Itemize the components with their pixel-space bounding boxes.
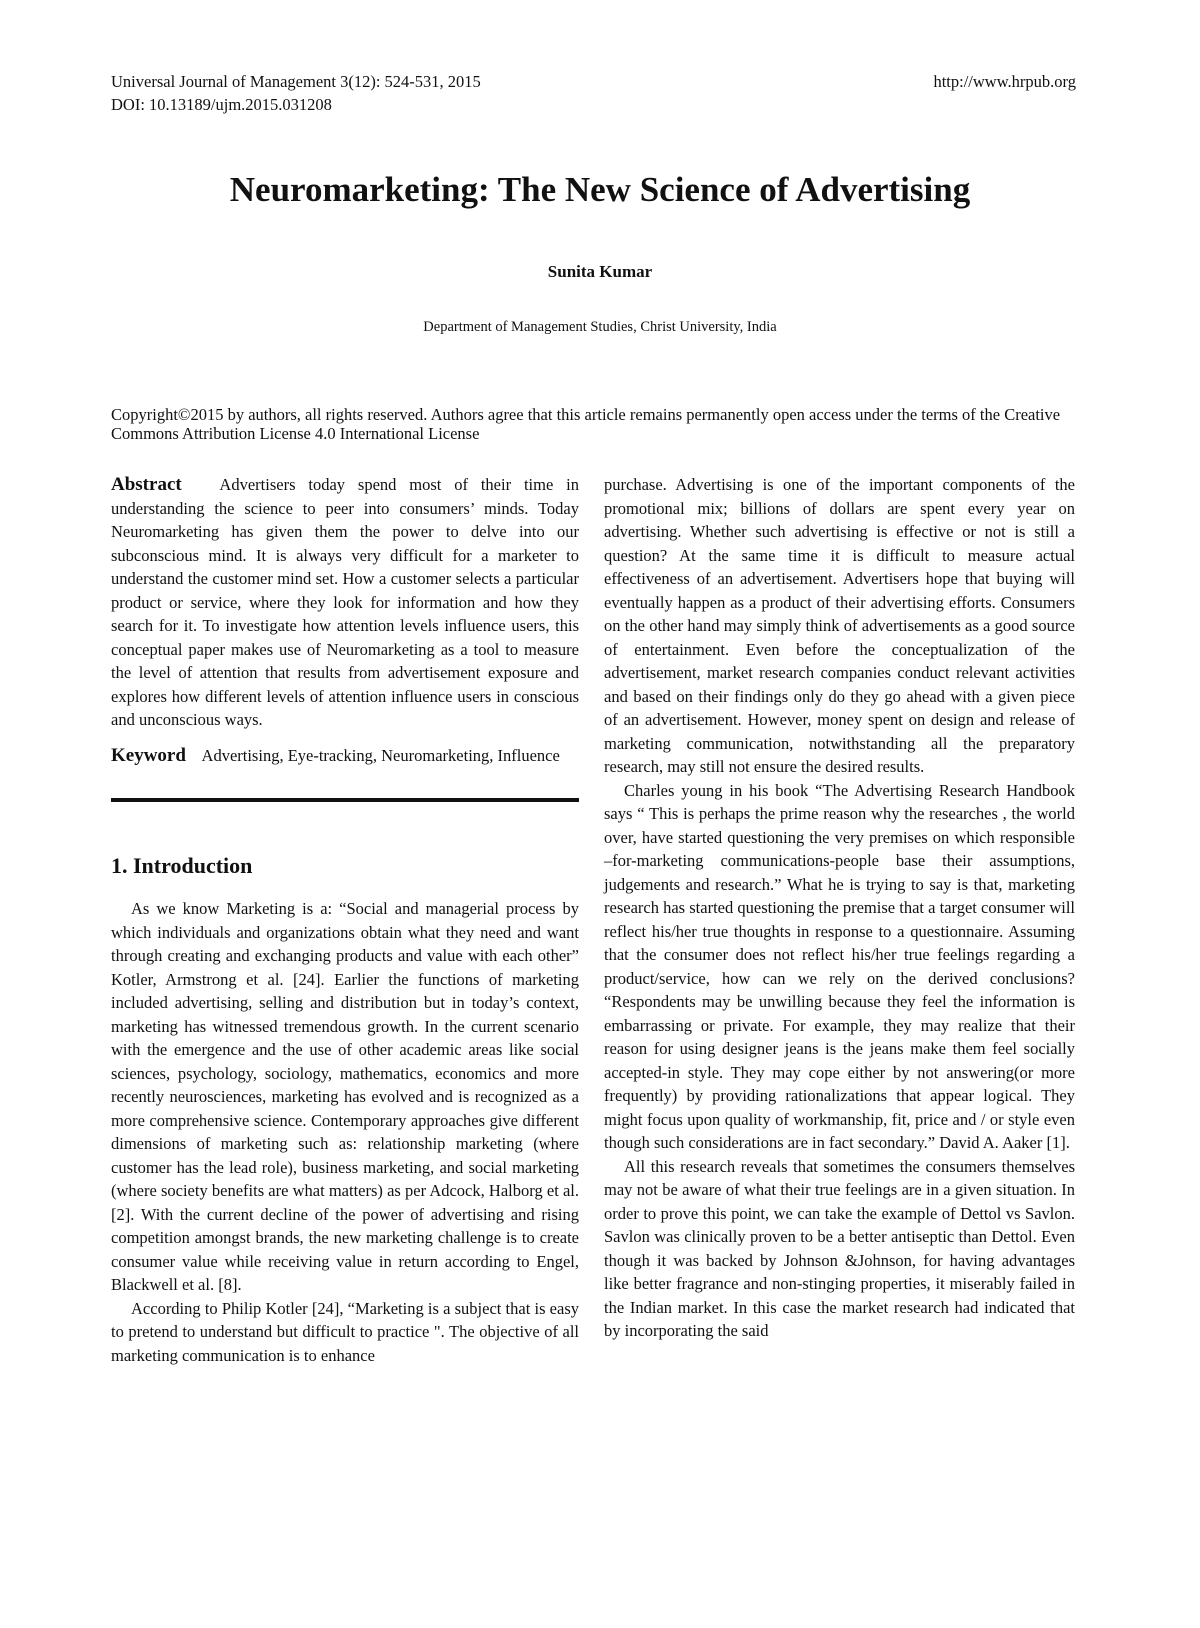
- intro-paragraph-1: As we know Marketing is a: “Social and managerial process by which individuals and organizations obtain what they need and want through creating and exchanging products and value with each other” Kotler, Armstrong et al. [24]. Earlier the functions of marketing included advertising, selling and distribution but in today’s context, marketing has witnessed tremendous growth. In the current scenario with the emergence and the use of other academic areas like social sciences, psychology, sociology, mathematics, economics and more recently neurosciences, marketing has evolved and is recognized as a more comprehensive science. Contemporary approaches give different dimensions of marketing such as: relationship marketing (where customer has the lead role), business marketing, and social marketing (where society benefits are what matters) as per Adcock, Halborg et al. [2]. With the current decline of the power of advertising and rising competition amongst brands, the new marketing challenge is to create consumer value while receiving value in return according to Engel, Blackwell et al. [8].: [111, 899, 579, 1294]
- right-column: [604, 473, 1075, 1343]
- copyright-notice: Copyright©2015 by authors, all rights reserved. Authors agree that this article remains permanently open access under the terms of the Creative Commons Attribution License 4.0 International License: [111, 405, 1061, 443]
- section-heading-introduction: 1. Introduction: [111, 853, 253, 878]
- section-divider: [111, 798, 579, 802]
- intro-paragraph-4: Charles young in his book “The Advertising Research Handbook says “ This is perhaps the prime reason why the researches , the world over, have started questioning the very premises on which responsible –for-marketing communications-people base their assumptions, judgements and research.” What he is trying to say is that, marketing research has started questioning the premise that a target consumer will reflect his/her true thoughts in response to a questionnaire. Assuming that the consumer does not reflect his/her true feelings regarding a product/service, how can we rely on the derived conclusions? “Respondents may be unwilling because they feel the information is embarrassing or private. For example, they may realize that their reason for using designer jeans is the jeans make them feel socially accepted-in style. They may cope either by not answering(or more frequently) by providing rationalizations that appear logical. They might focus upon quality of workmanship, fit, price and / or style even though such considerations are in fact secondary.” David A. Aaker [1].: [604, 780, 1075, 1152]
- keywords: [111, 744, 579, 768]
- doi: DOI: 10.13189/ujm.2015.031208: [111, 95, 332, 114]
- journal-citation: Universal Journal of Management 3(12): 524-531, 2015: [111, 72, 481, 91]
- running-header: [111, 70, 481, 116]
- abstract-label: Abstract: [111, 474, 182, 495]
- author-name: Sunita Kumar: [547, 262, 653, 281]
- intro-paragraph-2: According to Philip Kotler [24], “Marketing is a subject that is easy to pretend to understand but difficult to practice ". The objective of all marketing communication is to enhance: [111, 1298, 579, 1365]
- keywords-label: Keyword: [111, 744, 186, 766]
- left-column: [111, 473, 579, 1367]
- paper-title: Neuromarketing: The New Science of Advertising: [229, 170, 971, 209]
- journal-url[interactable]: http://www.hrpub.org: [933, 72, 1076, 91]
- intro-paragraph-5: All this research reveals that sometimes the consumers themselves may not be aware of what their true feelings are in a given situation. In order to prove this point, we can take the example of Dettol vs Savlon. Savlon was clinically proven to be a better antiseptic than Dettol. Even though it was backed by Johnson &Johnson, for having advantages like better fragrance and non-stinging properties, it miserably failed in the Indian market. In this case the market research had indicated that by incorporating the said: [604, 1156, 1075, 1340]
- intro-paragraph-3: purchase. Advertising is one of the important components of the promotional mix; billions of dollars are spent every year on advertising. Whether such advertising is effective or not is still a question? At the same time it is difficult to measure actual effectiveness of an advertisement. Advertisers hope that buying will eventually happen as a product of their advertising efforts. Consumers on the other hand may simply think of advertisements as a good source of entertainment. Even before the conceptualization of the advertisement, market research companies conduct relevant activities and based on their findings only do they go ahead with a given piece of an advertisement. However, money spent on design and release of marketing communication, notwithstanding all the preparatory research, may still not ensure the desired results.: [604, 475, 1075, 776]
- abstract-text: Advertisers today spend most of their time in understanding the science to peer into consumers’ minds. Today Neuromarketing has given them the power to delve into our subconscious mind. It is always very difficult for a marketer to understand the customer mind set. How a customer selects a particular product or service, where they look for information and how they search for it. To investigate how attention levels influence users, this conceptual paper makes use of Neuromarketing as a tool to measure the level of attention that results from advertisement exposure and explores how different levels of attention influence users in conscious and unconscious ways.: [111, 475, 579, 729]
- author-affiliation: Department of Management Studies, Christ University, India: [423, 319, 777, 335]
- keywords-text: Advertising, Eye-tracking, Neuromarketing, Influence: [201, 745, 560, 765]
- abstract: [111, 473, 579, 732]
